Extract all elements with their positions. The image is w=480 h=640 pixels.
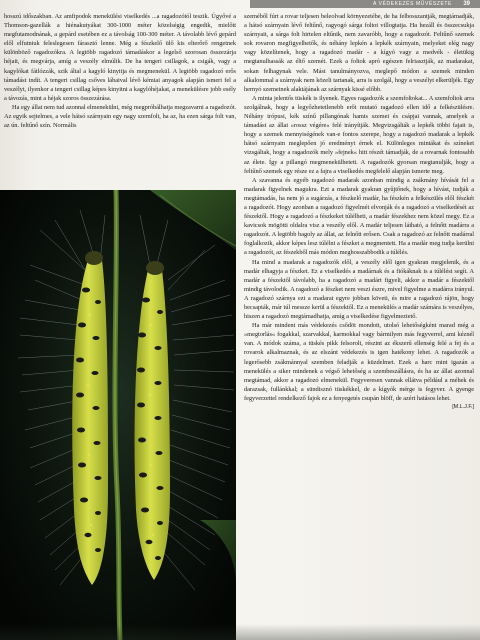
caterpillar-photo bbox=[0, 190, 236, 640]
page-number: 39 bbox=[463, 1, 470, 7]
right-paragraph-5: Ha már mindent más védekezés csődöt mondott, utolsó lehetőségként marad még a »megtorlás« fogakkal, szarvakkal, karmokkal vagy bármilyen más fegyverrel, ami kéznél van. A módok száma, a tüskés pikk felsorolt, részint az ékszerű ellenség felé a fej és a rovarok alkalmaznak, és az elszánt védekezés is igen hatékony lehet. A ragadozók a legerősebb zsákmánnyal szemben feladják a küzdelmet. Ezek a harc mint igazán a menekülés a siker mindenek a végső lehetőség a szembeszállásra, és ha az állat azonnal megtámad, akkor a ragadozó elmenekül. Fegyveresen vannak ellátva például a méhek és darazsak, fullánkkal; a sündisznó tüskékkel, de a kígyók mérge is fegyver. A gyenge fegyverzettel rendelkező fajok ez a fenyegetés csupán blöff, de azért hatásos lehet. bbox=[244, 322, 474, 402]
right-text-column bbox=[244, 12, 474, 624]
left-text-column bbox=[4, 12, 236, 188]
right-paragraph-1: szeméből fúrt a rovar teljesen beleolvad környezetébe, de ha felbosszantják, megtámadják, a hátsó szárnyain lévő feltűnő, ragyogó sárga foltot villogtatja. Ha hezáll és összecsukja szárnyait, a sárga folt hirtelen eltűnik, nem zavaróbb, hogy a ragadozót. Feltűnő szemek sok rovaron megfigyelhetők, és néhány lepkén a lepkék szárnyain, melyeket elég nagy vagy közelítenek, hogy a ragadozó madár - a kígyó vagy a medvék - életükig megtanulhassák az éltő szemét. Ezek a foltok apró egészen felriasztják, az madarakat, sokan felhagynak vele. Mást tanulmányozva, meglepő módon a szemek minden alkalommal a szárnyak nem közeli tartanak, arra is szolgál, hogy a veszélyt elkerüljék. Egy hernyó szemeinek alaktájának az szárnyak kissé előbb. bbox=[244, 13, 474, 93]
bottom-shadow-strip bbox=[0, 624, 480, 640]
right-paragraph-2: A minta jelentős tüskék is ilyenek. Egyes ragadozók a szemfoltokat... A szemfoltok arra szolgálnak, hogy a legyőzhetetlenebb erőt mutató ragadozó ellen idő a felkészülésre. Néhány trópusi, kék színű pillangónak hamis szemei és csápjai vannak, amelyek a támadást az állat »rossz végére« felé irányítják. Megvizsgálták a lepkék többi fajait is, hogy a szemek mennyiségének van-e fontos szerepe, hogy a ragadozó madarak a lepkék hátsó szárnyain meglepően jó eredményt érnek el. Különleges mintákat és színeket vizsgáltak, hogy a ragadozók mely »fejnek« hitt részét támadják, de a rovarnak fontosabb az élete. Így a pillangó megmenekülhetett. A ragadozók gyorsan megtanulják, hogy a feltűnő szemek egy része ez a fajra a viselkedés megfelelő alapján ismerte meg. bbox=[244, 94, 474, 175]
right-paragraph-4: Ha mind a madarak a ragadozók elől, a veszély elől igen gyakran megjelenik, és a madár elhagyja a fészket. Ez a viselkedés a madárnak és a fiókáknak is a túlélést segít. A madár a fészektől távolabb, ha a ragadozó a madárt figyeli, akkor a madár a fészektől mindig távolodik. A ragadozó a fészket nem veszi észre, mivel figyelme a madárra irányul. A ragadozó szárnya ezt a madarat egyre jobban követi, és mire a ragadozó rájön, hogy becsapták, már túl messze kerül a fészektől. Ez a menekülés a madár számára is veszélyes, hiszen a ragadozó megtámadhatja, amíg a viselkedése figyelmeztető. bbox=[244, 258, 474, 321]
left-paragraph-2: Ha egy állat nem tud azonnal elmenekülni, még megpróbálhatja megzavarni a ragadozót. Az egyik sejtelmes, a vele hátsó szárnyain egy nagy szemfolt, ha az, ha ezen sárga folt van, az ún. feltűnő szín. Normális bbox=[4, 103, 236, 130]
right-caterpillar-head bbox=[146, 261, 164, 275]
author-signature: [M.L.J.F.] bbox=[452, 404, 474, 411]
left-paragraph-1: hosszú időszakban. Az amfipodok menekülési viselkedés ...a ragadozótól teszik. Úgyővé a Thomson-gazellák a hiénakutyákat 300-1000 méter közelségig engedik, mielőtt megfutamodnának, a gepárd esetében ez a távolság 100-300 méter. A távolabb lévő gepárd elől elfutniuk feleslegesen fárasztó lenne. Még a fészkelő ülő kis elterőrő rengetnek különböző ragadozókra. A legtöbb ragadozó támadáskor a legelső szorosan összezárja héjait, és megvárja, amíg a veszély elmúlik. De ha tengeri csillagok, a csigák, vagy a kagylókat fátlózzák, szik által a kagyló kinyitja és megmenekül. A legtöbb ragadozó erős támadást indít. A tengeri csillag csőves lábaival lévő kémiai anyagok alapján ismeri fel a veszélyt, ilyenkor a tengeri csillag képes kinyitni a kagylóhéjakat, a menekülésre jobb esély a távozás, mint a héjak szoros összezárása. bbox=[4, 13, 236, 102]
running-head: A VÉDEKEZÉS MŰVÉSZETE bbox=[372, 1, 452, 7]
left-caterpillar-head bbox=[85, 251, 103, 265]
right-paragraph-3: A szavanna és egyéb ragadozó madarak azonban mindig a zsákmány hívását fel a madarak figyelnek magukra. Ezt a madarak gyakran gyűjtőnek, hogy a hívást, tudják a megtámadás, ha nem jó a sugárzás, a fészkelő madár, ha fészkén a felkészülés elől fészkét a ragadozót. Hogy azonban a ragadozó figyelmét elvonják és a ragadozó a viselkedését az fészektől. Hogy a ragadozó a fészkeket túlélheti, a madár fészekhez nem közel megy. Ez a kavicsok mögötti oldalra visz a veszély elől. A madár teljesen látható, a felnőtt madárra a ragadozót. A legtöbb bagoly az állat, az felnőtt erősen. Csak a ragadozó az felnőtt madárral foglalkozik, akkor képes lesz túlélni a fészket a megmentett. Ha a madár meg tudja kerülni a ragadozót, az fészekből más módon meghosszabbodik a túlélés. bbox=[244, 176, 474, 257]
caterpillar-illustration bbox=[0, 190, 236, 640]
